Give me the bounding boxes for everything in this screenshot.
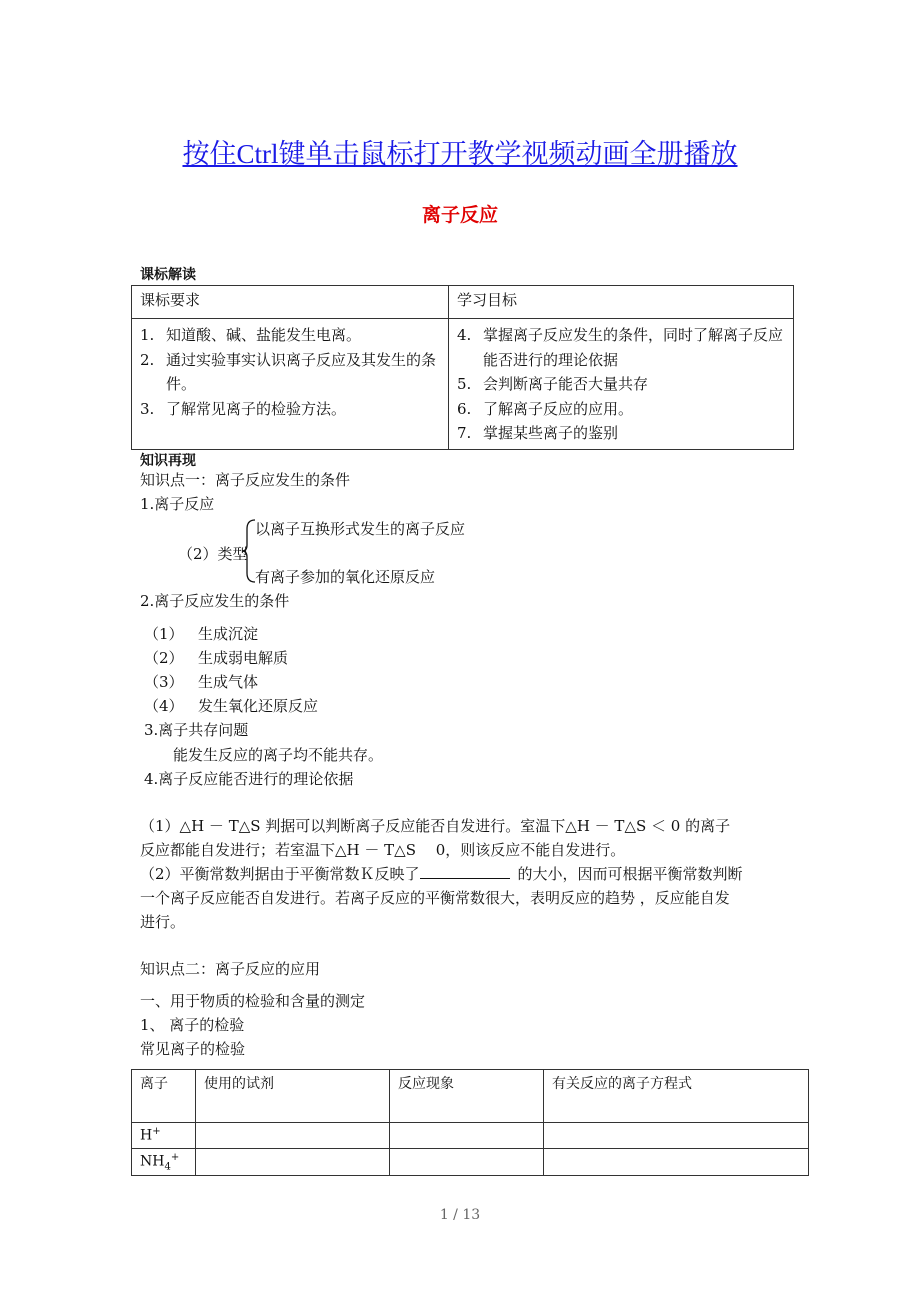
page-title: 离子反应 (421, 204, 498, 226)
criterion-2-line-3: 进行。 (140, 913, 186, 931)
requirements-cell (132, 319, 449, 450)
type-label: （2）类型 (178, 545, 248, 563)
table-header-ion: 离子 (132, 1070, 196, 1123)
condition-text: 生成沉淀 (198, 625, 259, 643)
sub-heading-4: 4.离子反应能否进行的理论依据 (144, 770, 354, 788)
application-item-1-1: 1、 离子的检验 (140, 1016, 245, 1034)
knowledge-point-1: 知识点一：离子反应发生的条件 (140, 471, 351, 489)
criterion-2-text-a: （2）平衡常数判据由于平衡常数Ｋ反映了 (140, 865, 420, 883)
page-indicator: 1 / 13 (439, 1207, 481, 1223)
table-header-phenomenon: 反应现象 (390, 1070, 544, 1123)
condition-number: （2） (144, 649, 184, 667)
condition-number: （4） (144, 697, 184, 715)
list-item-text: 了解常见离子的检验方法。 (166, 399, 347, 418)
type-a: 以离子互换形式发生的离子反应 (255, 520, 466, 538)
condition-text: 生成气体 (198, 673, 259, 691)
application-item-1-1-sub: 常见离子的检验 (140, 1040, 246, 1058)
reagent-cell[interactable] (196, 1123, 390, 1149)
sub-heading-3-text: 能发生反应的离子均不能共存。 (173, 746, 384, 764)
list-item-number: 5. (457, 375, 472, 393)
standards-table (131, 285, 794, 450)
condition-text: 发生氧化还原反应 (198, 697, 319, 715)
section-heading-knowledge: 知识再现 (140, 453, 196, 469)
condition-text: 生成弱电解质 (198, 649, 289, 667)
list-item (140, 323, 440, 348)
criterion-2-text-b: 的大小，因而可根据平衡常数判断 (517, 865, 743, 883)
list-item-number: 6. (457, 399, 472, 418)
ion-cell: H+ (132, 1123, 196, 1149)
list-item-text: 掌握离子反应发生的条件，同时了解离子反应能否进行的理论依据 (483, 326, 784, 369)
equation-cell[interactable] (544, 1123, 809, 1149)
list-item-number: 7. (457, 424, 472, 442)
criterion-1-line-2: 反应都能自发进行；若室温下△H － T△S 0，则该反应不能自发进行。 (140, 841, 626, 859)
col-header-goals: 学习目标 (449, 286, 794, 319)
condition-item (144, 694, 318, 718)
sub-heading-3: 3.离子共存问题 (144, 721, 249, 739)
list-item-text: 掌握某些离子的鉴别 (483, 424, 619, 442)
condition-number: （1） (144, 625, 184, 643)
section-heading-standards: 课标解读 (140, 267, 196, 283)
ion-cell: $NH_4^+$ (132, 1149, 196, 1176)
list-item (457, 323, 785, 372)
phenomenon-cell[interactable] (390, 1123, 544, 1149)
list-item (457, 372, 785, 397)
condition-item (144, 670, 318, 694)
video-link[interactable]: 按住Ctrl键单击鼠标打开教学视频动画全册播放 (182, 139, 738, 169)
table-row (132, 1123, 809, 1149)
table-row (132, 1149, 809, 1176)
table-header-reagent: 使用的试剂 (196, 1070, 390, 1123)
knowledge-point-2: 知识点二：离子反应的应用 (140, 960, 321, 978)
list-item-text: 知道酸、碱、盐能发生电离。 (166, 326, 362, 344)
criterion-1-line-1: （1）△H － T△S 判据可以判断离子反应能否自发进行。室温下△H － T△S ＜ 0 的离子 (140, 817, 731, 835)
sub-heading-2: 2.离子反应发生的条件 (140, 592, 290, 610)
list-item (140, 348, 440, 397)
condition-item (144, 646, 318, 670)
application-item-1: 一、用于物质的检验和含量的测定 (140, 992, 366, 1010)
col-header-requirements: 课标要求 (132, 286, 449, 319)
list-item-text: 通过实验事实认识离子反应及其发生的条件。 (166, 350, 437, 393)
list-item (140, 397, 440, 422)
type-b: 有离子参加的氧化还原反应 (255, 568, 436, 586)
list-item (457, 421, 785, 446)
goals-cell (449, 319, 794, 450)
list-item-number: 1. (140, 326, 155, 344)
sub-heading-1: 1.离子反应 (140, 495, 215, 513)
list-item-number: 3. (140, 399, 155, 418)
reagent-cell[interactable] (196, 1149, 390, 1176)
equation-cell[interactable] (544, 1149, 809, 1176)
condition-item (144, 622, 318, 646)
list-item-number: 2. (140, 350, 155, 369)
condition-number: （3） (144, 673, 184, 691)
criterion-2-line-1 (140, 862, 743, 886)
criterion-2-line-2: 一个离子反应能否自发进行。若离子反应的平衡常数很大，表明反应的趋势 ，反应能自发 (140, 889, 730, 907)
list-item-text: 会判断离子能否大量共存 (483, 375, 649, 393)
conditions-list (144, 622, 318, 718)
list-item-number: 4. (457, 326, 472, 344)
table-header-equation: 有关反应的离子方程式 (544, 1070, 809, 1123)
phenomenon-cell[interactable] (390, 1149, 544, 1176)
fill-blank[interactable] (420, 864, 510, 879)
list-item (457, 397, 785, 422)
ion-test-table (131, 1069, 809, 1176)
list-item-text: 了解离子反应的应用。 (483, 399, 634, 418)
